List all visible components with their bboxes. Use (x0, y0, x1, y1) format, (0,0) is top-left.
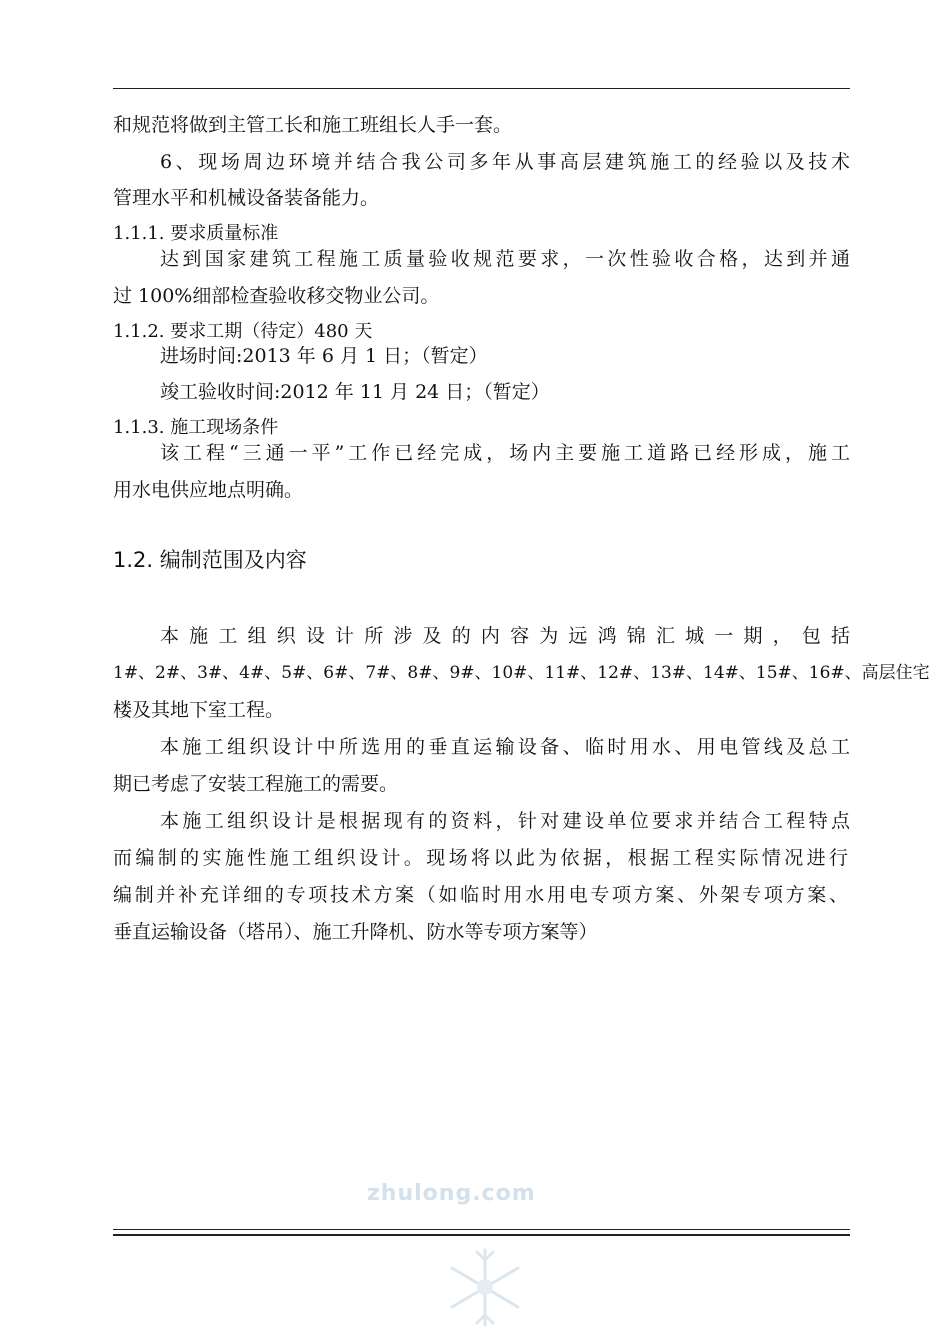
text-line: 进场时间:2013 年 6 月 1 日；（暂定） (160, 345, 488, 367)
text-line-content: 本施工组织设计所涉及的内容为远鸿锦汇城一期，包括 (160, 625, 850, 647)
text-line (113, 846, 848, 870)
text-line-content: 本施工组织设计中所选用的垂直运输设备、临时用水、用电管线及总工 (160, 736, 850, 758)
text-line (160, 735, 850, 759)
text-line: 管理水平和机械设备装备能力。 (113, 187, 380, 209)
section-heading-1-1-3: 1.1.3. 施工现场条件 (113, 417, 279, 438)
footer-rule-thick (113, 1234, 850, 1236)
text-line-content: 1#、2#、3#、4#、5#、6#、7#、8#、9#、10#、11#、12#、13#、14#、15#、16#、高层住宅 (113, 663, 930, 683)
text-line: 楼及其地下室工程。 (113, 699, 285, 721)
text-line: 过 100%细部检查验收移交物业公司。 (113, 285, 440, 307)
section-heading-1-1-2: 1.1.2. 要求工期（待定）480 天 (113, 321, 373, 342)
text-line (160, 624, 850, 648)
header-rule (113, 88, 850, 89)
text-line (160, 809, 850, 833)
text-line: 期已考虑了安装工程施工的需要。 (113, 773, 399, 795)
text-line (113, 661, 930, 685)
text-line: 垂直运输设备（塔吊）、施工升降机、防水等专项方案等） (113, 921, 598, 943)
snowflake-logo-icon (440, 1240, 530, 1335)
text-line: 用水电供应地点明确。 (113, 479, 304, 501)
text-line-content: 达到国家建筑工程施工质量验收规范要求，一次性验收合格，达到并通 (160, 248, 850, 270)
text-line (113, 883, 848, 907)
watermark-text: zhulong.com (367, 1181, 536, 1206)
footer-rule-thin (113, 1229, 850, 1230)
section-heading-1-2: 1.2. 编制范围及内容 (113, 548, 307, 572)
text-line-content: 编制并补充详细的专项技术方案（如临时用水用电专项方案、外架专项方案、 (113, 884, 848, 906)
text-line-content: 而编制的实施性施工组织设计。现场将以此为依据，根据工程实际情况进行 (113, 847, 848, 869)
text-line: 和规范将做到主管工长和施工班组长人手一套。 (113, 114, 513, 136)
text-line (160, 441, 850, 465)
section-heading-1-1-1: 1.1.1. 要求质量标准 (113, 223, 279, 244)
text-line-content: 6、现场周边环境并结合我公司多年从事高层建筑施工的经验以及技术 (160, 151, 850, 173)
text-line (160, 150, 850, 174)
text-line-content: 本施工组织设计是根据现有的资料，针对建设单位要求并结合工程特点 (160, 810, 850, 832)
text-line (160, 247, 850, 271)
text-line: 竣工验收时间:2012 年 11 月 24 日；（暂定） (160, 381, 550, 403)
text-line-content: 该工程“三通一平”工作已经完成，场内主要施工道路已经形成，施工 (160, 442, 850, 464)
